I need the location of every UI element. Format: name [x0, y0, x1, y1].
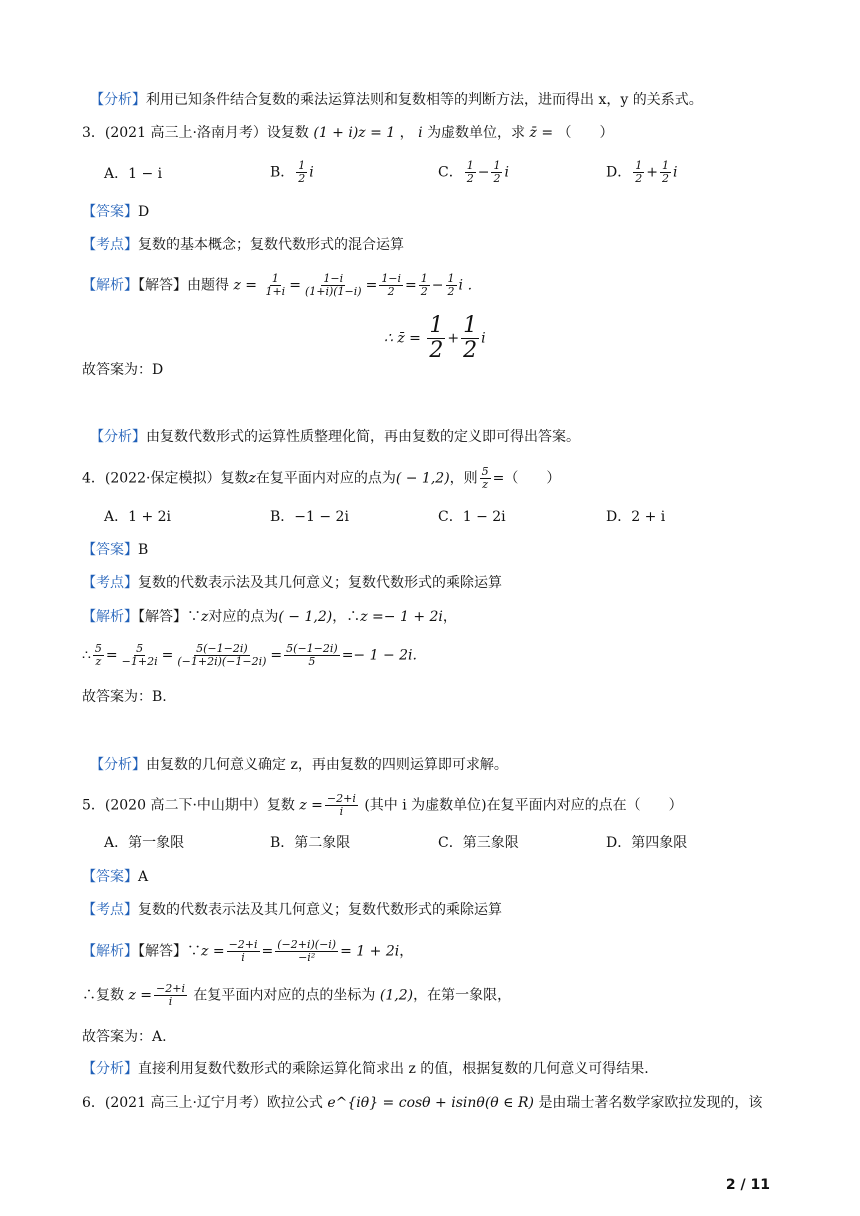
q5-analysis-2: 【分析】直接利用复数代数形式的乘除运算化简求出 z 的值，根据复数的几何意义可得结果.: [82, 1061, 649, 1077]
q5-option-b: B．第二象限: [270, 835, 351, 851]
q5-coordinates: ∴复数 z = $\frac{-2+i}{i}$ 在复平面内对应的点的坐标为 (1,2)，在第一象限，: [82, 982, 512, 1008]
question-5: 5．(2020 高二下·中山期中）复数 z = $\frac{-2+i}{i}$ (其中 i 为虚数单位)在复平面内对应的点在（ ）: [82, 792, 683, 818]
q4-answer: 【答案】B: [82, 542, 149, 558]
q4-solution: 【解析】【解答】∵z对应的点为( − 1,2)，∴z =− 1 + 2i，: [82, 609, 457, 625]
q3-comma: ，: [399, 125, 414, 141]
q4-option-b: B．−1 − 2i: [270, 509, 349, 525]
question-6: 6．(2021 高三上·辽宁月考）欧拉公式 e^{iθ} = cosθ + isinθ(θ ∈ R) 是由瑞士著名数学家欧拉发现的，该: [82, 1095, 763, 1111]
q4-knowledge: 【考点】复数的代数表示法及其几何意义；复数代数形式的乘除运算: [82, 575, 502, 591]
q3-answer: 【答案】D: [82, 204, 150, 220]
q3-final: 故答案为：D: [82, 362, 164, 378]
analysis-line: [90, 90, 703, 110]
analysis-text: 利用已知条件结合复数的乘法运算法则和复数相等的判断方法，进而得出 x，y 的关系式。: [146, 92, 703, 108]
q5-option-c: C．第三象限: [438, 835, 519, 851]
q4-final: 故答案为：B.: [82, 689, 167, 705]
page-number: 2 / 11: [725, 1177, 770, 1193]
q5-option-a: A．第一象限: [104, 835, 185, 851]
q4-option-a: A．1 + 2i: [104, 509, 172, 525]
question-4: 4．(2022·保定模拟）复数z在复平面内对应的点为( − 1,2)，则 $\frac{5}{z}$ =（ ）: [82, 465, 561, 491]
analysis-tag: 【分析】: [90, 92, 146, 108]
q3-knowledge: 【考点】复数的基本概念；复数代数形式的混合运算: [82, 237, 404, 253]
q3-solution: 【解析】【解答】由题得 z = $\frac{1}{1+i}$ = $\frac{1-i}{(1+i)(1-i)}$ = $\frac{1-i}{2}$ = $\frac{1}{2}$ − $\frac{1}{2}$ i ．: [82, 272, 482, 298]
q3-zbar: z̄ =: [529, 125, 554, 141]
question-3: [82, 123, 614, 143]
q3-paren: （ ）: [557, 125, 614, 141]
q3-i: i: [418, 125, 423, 141]
q5-answer: 【答案】A: [82, 869, 149, 885]
q5-option-d: D．第四象限: [606, 835, 688, 851]
q3-head: 3．(2021 高三上·洛南月考）设复数: [82, 125, 309, 141]
q3-option-b: B． $\frac{1}{2}$ i: [270, 159, 314, 185]
q4-analysis: 【分析】由复数代数形式的运算性质整理化简，再由复数的定义即可得出答案。: [90, 429, 580, 445]
q5-solution: 【解析】【解答】∵z = $\frac{-2+i}{i}$ = $\frac{(-2+i)(-i)}{\text{−i²}}$ = 1 + 2i，: [82, 938, 414, 964]
q4-option-d: D．2 + i: [606, 509, 666, 525]
q3-tail: 为虚数单位，求: [427, 125, 526, 141]
q4-option-c: C．1 − 2i: [438, 509, 506, 525]
q5-analysis: 【分析】由复数的几何意义确定 z，再由复数的四则运算即可求解。: [90, 757, 508, 773]
q3-equation: (1 + i)z = 1: [313, 125, 396, 141]
q5-final: 故答案为：A.: [82, 1029, 167, 1045]
q5-knowledge: 【考点】复数的代数表示法及其几何意义；复数代数形式的乘除运算: [82, 902, 502, 918]
q4-calc: ∴ $\frac{5}{z}$ = $\frac{5}{-1+2i}$ = $\frac{5(-1-2i)}{(-1+2i)(-1-2i)}$ = $\frac{5(-1-2i)}{5}$ =− 1 − 2i.: [82, 642, 417, 668]
q3-option-a: A．1 − i: [104, 166, 163, 182]
q3-option-d: D． $\frac{1}{2}$ + $\frac{1}{2}$ i: [606, 159, 678, 185]
q3-result: ∴ z̄ = $\frac{1}{2}$ + $\frac{1}{2}$ i: [384, 313, 486, 363]
q3-option-c: C． $\frac{1}{2}$ − $\frac{1}{2}$ i: [438, 159, 509, 185]
